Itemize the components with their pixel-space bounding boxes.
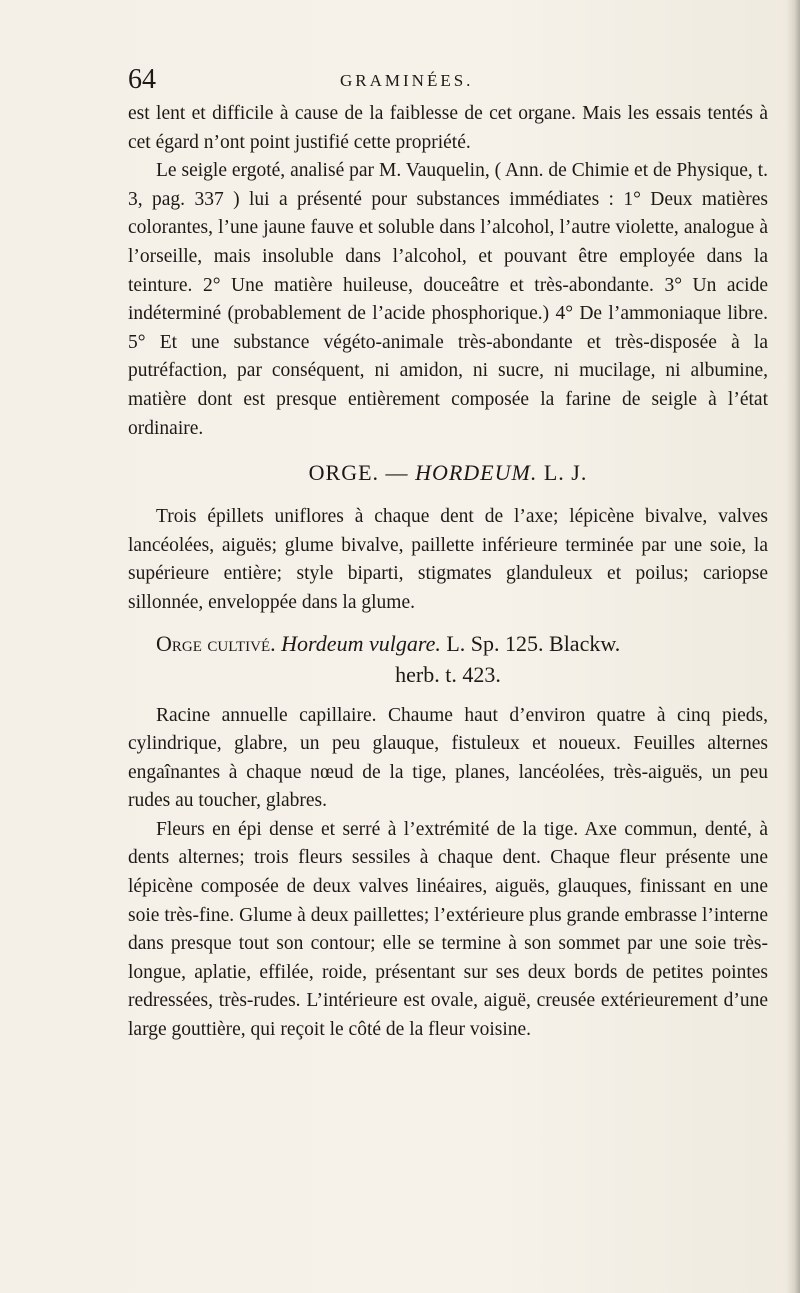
paragraph-flowers: Fleurs en épi dense et serré à l’extrémité de la tige. Axe commun, denté, à dents alternes; trois fleurs sessiles à chaque dent. Chaque fleur présente une lépicène composée de deux valves linéaires, aiguës, glauques, finissant en une soie très-fine. Glume à deux paillettes; l’extérieure plus grande embrasse l’interne dans presque tout son contour; elle se termine à son sommet par une soie très-longue, aplatie, effilée, roide, présentant sur ses deux bords de petites pointes redressées, très-rudes. L’intérieure est ovale, aiguë, creusée extérieurement d’une large gouttière, qui reçoit le côté de la fleur voisine.	[128, 818, 768, 1041]
species-reference: L. Sp. 125. Blackw.	[440, 630, 621, 656]
species-latin: Hordeum vulgare.	[281, 630, 441, 656]
species-reference-continued: herb. t. 423.	[395, 661, 501, 687]
page-number: 64	[128, 64, 156, 95]
paragraph-ergot-analysis: Le seigle ergoté, analisé par M. Vauquelin, ( Ann. de Chimie et de Physique, t. 3, pag. 337 ) lui a présenté pour substances immédiates : 1° Deux matières colorantes, l’une jaune fauve et soluble dans l’alcohol, l’autre violette, analogue à l’orseille, mais insoluble dans l’alcohol, et pouvant être employée dans la teinture. 2° Une matière huileuse, douceâtre et très-abondante. 3° Un acide indéterminé (probablement de l’acide phosphorique.) 4° De l’ammoniaque libre. 5° Et une substance végéto-animale très-abondante et très-disposée à la putréfaction, par conséquent, ni amidon, ni sucre, ni mucilage, ni albumine, matière dont est presque entièrement composée la farine de seigle à l’état ordinaire.	[128, 160, 768, 439]
running-title: GRAMINÉES.	[340, 71, 474, 90]
section-title-suffix: L. J.	[537, 460, 588, 486]
section-title-plain: ORGE. —	[308, 460, 416, 486]
species-heading	[128, 628, 768, 659]
section-title-latin: HORDEUM.	[415, 460, 538, 486]
body-text	[128, 100, 768, 1045]
page-header	[128, 62, 768, 98]
paragraph-continuation: est lent et difficile à cause de la faiblesse de cet organe. Mais les essais tentés à cet égard n’ont point justifié cette propriété.	[128, 103, 768, 153]
paragraph-root-stem: Racine annuelle capillaire. Chaume haut d’environ quatre à cinq pieds, cylindrique, glabre, un peu glauque, fistuleux et noueux. Feuilles alternes engaînantes à chaque nœud de la tige, planes, lancéolées, très-aiguës, un peu rudes au toucher, glabres.	[128, 704, 768, 812]
page-edge-shadow	[786, 0, 800, 1293]
paragraph-genus-description: Trois épillets uniflores à chaque dent de l’axe; lépicène bivalve, valves lancéolées, aiguës; glume bivalve, paillette inférieure terminée par une soie, la supérieure entière; style biparti, stigmates glanduleux et poilus; cariopse sillonnée, enveloppée dans la glume.	[128, 506, 768, 613]
species-name: Orge cultivé.	[156, 630, 276, 656]
section-title	[128, 457, 768, 489]
